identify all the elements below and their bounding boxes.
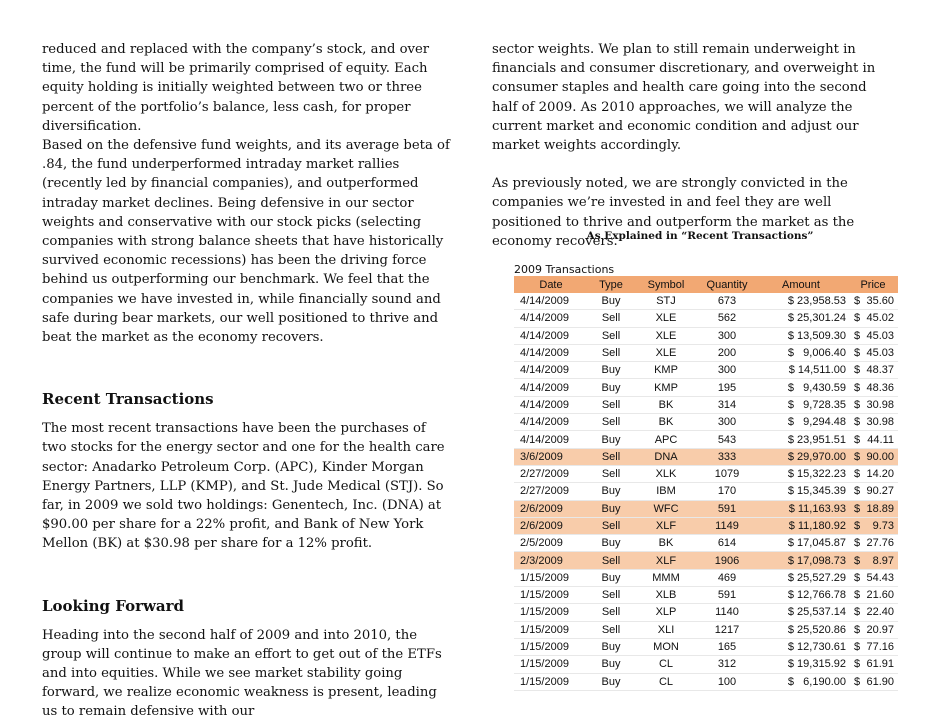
header-amount: Amount (756, 276, 848, 293)
cell-price (848, 552, 898, 569)
cell-type: Buy (588, 638, 634, 655)
price-currency: $ (854, 347, 861, 360)
table-row (514, 500, 898, 517)
cell-type: Sell (588, 396, 634, 413)
header-type: Type (588, 276, 634, 293)
price-value: 30.98 (866, 398, 894, 411)
cell-quantity: 200 (698, 344, 756, 361)
cell-symbol: APC (634, 431, 698, 448)
price-currency: $ (854, 606, 861, 619)
cell-type: Buy (588, 483, 634, 500)
price-value: 90.00 (866, 450, 894, 463)
cell-quantity: 562 (698, 310, 756, 327)
price-currency: $ (854, 571, 861, 584)
cell-quantity: 543 (698, 431, 756, 448)
cell-date: 2/6/2009 (514, 500, 588, 517)
table-header-row (514, 276, 898, 293)
cell-amount: $ 23,951.51 (756, 431, 848, 448)
cell-symbol: MMM (634, 569, 698, 586)
cell-symbol: BK (634, 414, 698, 431)
table-row (514, 379, 898, 396)
price-currency: $ (854, 554, 861, 567)
cell-quantity: 1149 (698, 517, 756, 534)
cell-price (848, 604, 898, 621)
cell-type: Buy (588, 379, 634, 396)
cell-amount: $ 9,294.48 (756, 414, 848, 431)
table-row (514, 344, 898, 361)
price-currency: $ (854, 416, 861, 429)
cell-amount: $ 19,315.92 (756, 656, 848, 673)
table-title: 2009 Transactions (514, 263, 615, 276)
cell-amount: $ 25,301.24 (756, 310, 848, 327)
cell-amount: $ 25,527.29 (756, 569, 848, 586)
cell-quantity: 165 (698, 638, 756, 655)
price-value: 48.36 (866, 381, 894, 394)
price-value: 30.98 (866, 416, 894, 429)
left-column (42, 40, 454, 722)
cell-symbol: BK (634, 535, 698, 552)
table-row (514, 448, 898, 465)
cell-type: Sell (588, 344, 634, 361)
cell-type: Sell (588, 621, 634, 638)
cell-date: 1/15/2009 (514, 569, 588, 586)
cell-date: 1/15/2009 (514, 587, 588, 604)
table-row (514, 310, 898, 327)
cell-type: Sell (588, 517, 634, 534)
cell-type: Buy (588, 293, 634, 310)
cell-date: 4/14/2009 (514, 327, 588, 344)
table-row (514, 552, 898, 569)
cell-price (848, 465, 898, 482)
cell-price (848, 569, 898, 586)
cell-date: 2/27/2009 (514, 483, 588, 500)
header-quantity: Quantity (698, 276, 756, 293)
table-row (514, 517, 898, 534)
cell-type: Buy (588, 569, 634, 586)
table-row (514, 465, 898, 482)
cell-date: 2/5/2009 (514, 535, 588, 552)
cell-date: 4/14/2009 (514, 431, 588, 448)
cell-price (848, 673, 898, 690)
cell-price (848, 448, 898, 465)
price-value: 77.16 (866, 641, 894, 654)
cell-date: 1/15/2009 (514, 638, 588, 655)
cell-amount: $ 11,163.93 (756, 500, 848, 517)
cell-symbol: STJ (634, 293, 698, 310)
cell-type: Sell (588, 552, 634, 569)
price-value: 14.20 (866, 468, 894, 481)
cell-date: 4/14/2009 (514, 310, 588, 327)
cell-quantity: 614 (698, 535, 756, 552)
cell-symbol: WFC (634, 500, 698, 517)
cell-amount: $ 29,970.00 (756, 448, 848, 465)
table-body (514, 293, 898, 690)
price-currency: $ (854, 381, 861, 394)
cell-amount: $ 9,006.40 (756, 344, 848, 361)
cell-amount: $ 23,958.53 (756, 293, 848, 310)
price-value: 44.11 (867, 433, 894, 446)
table-caption: As Explained in “Recent Transactions” (586, 230, 814, 242)
cell-amount: $ 9,728.35 (756, 396, 848, 413)
price-value: 22.40 (866, 606, 894, 619)
cell-quantity: 300 (698, 327, 756, 344)
price-currency: $ (854, 433, 861, 446)
cell-quantity: 312 (698, 656, 756, 673)
cell-symbol: XLP (634, 604, 698, 621)
cell-symbol: KMP (634, 362, 698, 379)
cell-amount: $ 15,322.23 (756, 465, 848, 482)
cell-symbol: XLI (634, 621, 698, 638)
cell-quantity: 1140 (698, 604, 756, 621)
cell-date: 2/27/2009 (514, 465, 588, 482)
price-currency: $ (854, 520, 861, 532)
table-row (514, 638, 898, 655)
table-row (514, 483, 898, 500)
price-currency: $ (854, 537, 861, 550)
price-value: 54.43 (866, 571, 894, 584)
cell-date: 4/14/2009 (514, 362, 588, 379)
cell-date: 4/14/2009 (514, 293, 588, 310)
cell-amount: $ 12,766.78 (756, 587, 848, 604)
cell-amount: $ 25,537.14 (756, 604, 848, 621)
cell-price (848, 431, 898, 448)
cell-amount: $ 17,045.87 (756, 535, 848, 552)
cell-amount: $ 11,180.92 (756, 517, 848, 534)
cell-date: 1/15/2009 (514, 621, 588, 638)
cell-date: 4/14/2009 (514, 414, 588, 431)
cell-price (848, 362, 898, 379)
cell-type: Buy (588, 500, 634, 517)
cell-date: 4/14/2009 (514, 379, 588, 396)
cell-quantity: 300 (698, 362, 756, 379)
table-row (514, 414, 898, 431)
cell-type: Buy (588, 535, 634, 552)
table-row (514, 535, 898, 552)
price-currency: $ (854, 329, 861, 342)
cell-quantity: 673 (698, 293, 756, 310)
cell-type: Sell (588, 414, 634, 431)
cell-symbol: DNA (634, 448, 698, 465)
cell-price (848, 656, 898, 673)
cell-date: 1/15/2009 (514, 673, 588, 690)
cell-price (848, 293, 898, 310)
cell-quantity: 170 (698, 483, 756, 500)
price-currency: $ (854, 623, 861, 636)
price-currency: $ (854, 312, 861, 325)
price-value: 9.73 (872, 520, 894, 532)
cell-type: Buy (588, 431, 634, 448)
cell-symbol: BK (634, 396, 698, 413)
cell-quantity: 100 (698, 673, 756, 690)
cell-price (848, 379, 898, 396)
cell-symbol: XLK (634, 465, 698, 482)
price-currency: $ (854, 502, 861, 515)
cell-symbol: MON (634, 638, 698, 655)
cell-quantity: 195 (698, 379, 756, 396)
price-value: 48.37 (866, 364, 894, 377)
price-currency: $ (854, 589, 861, 602)
cell-quantity: 1906 (698, 552, 756, 569)
price-value: 45.03 (866, 329, 894, 342)
price-value: 27.76 (866, 537, 894, 550)
price-currency: $ (854, 468, 861, 481)
cell-quantity: 591 (698, 500, 756, 517)
cell-type: Sell (588, 587, 634, 604)
table-row (514, 362, 898, 379)
cell-price (848, 587, 898, 604)
table-row (514, 587, 898, 604)
cell-symbol: CL (634, 673, 698, 690)
cell-quantity: 314 (698, 396, 756, 413)
price-value: 45.03 (866, 347, 894, 360)
cell-price (848, 483, 898, 500)
transactions-table (514, 276, 898, 691)
cell-date: 1/15/2009 (514, 656, 588, 673)
header-date: Date (514, 276, 588, 293)
cell-quantity: 300 (698, 414, 756, 431)
recent-transactions-heading: Recent Transactions (42, 390, 214, 409)
cell-amount: $ 14,511.00 (756, 362, 848, 379)
cell-price (848, 327, 898, 344)
cell-symbol: XLE (634, 327, 698, 344)
cell-amount: $ 12,730.61 (756, 638, 848, 655)
price-currency: $ (854, 641, 861, 654)
table-row (514, 656, 898, 673)
table-row (514, 604, 898, 621)
cell-amount: $ 6,190.00 (756, 673, 848, 690)
cell-symbol: IBM (634, 483, 698, 500)
cell-symbol: CL (634, 656, 698, 673)
looking-forward-heading: Looking Forward (42, 596, 185, 615)
recent-transactions-paragraph: The most recent transactions have been the purchases of two stocks for the energy sector and one for the health care sector: Anadarko Petroleum Corp. (APC), Kinder Morgan Energy Partners, LLP (KMP), and St. Jude Medical (STJ). So far, in 2009 we sold two holdings: Genentech, Inc. (DNA) at $90.00 per share for a 22% profit, and Bank of New York Mellon (BK) at $30.98 per share for a 12% profit. (42, 421, 445, 552)
cell-date: 1/15/2009 (514, 604, 588, 621)
cell-price (848, 638, 898, 655)
price-value: 45.02 (866, 312, 894, 325)
cell-amount: $ 9,430.59 (756, 379, 848, 396)
price-currency: $ (854, 398, 861, 411)
cell-date: 3/6/2009 (514, 448, 588, 465)
cell-price (848, 310, 898, 327)
table-row (514, 327, 898, 344)
cell-price (848, 344, 898, 361)
cell-symbol: XLB (634, 587, 698, 604)
cell-date: 2/3/2009 (514, 552, 588, 569)
header-symbol: Symbol (634, 276, 698, 293)
cell-price (848, 414, 898, 431)
cell-symbol: XLE (634, 310, 698, 327)
cell-type: Sell (588, 327, 634, 344)
price-currency: $ (854, 450, 861, 463)
table-row (514, 431, 898, 448)
price-value: 61.91 (866, 658, 894, 671)
cell-type: Buy (588, 673, 634, 690)
cell-amount: $ 13,509.30 (756, 327, 848, 344)
cell-quantity: 1217 (698, 621, 756, 638)
price-currency: $ (854, 364, 861, 377)
left-paragraph-1: reduced and replaced with the company’s stock, and over time, the fund will be primarily comprised of equity. Each equity holding is initially weighted between two or three percent of the portfolio’s balance, less cash, for proper diversification. (42, 42, 430, 134)
header-price: Price (848, 276, 898, 293)
price-value: 18.89 (866, 502, 894, 515)
cell-amount: $ 17,098.73 (756, 552, 848, 569)
price-currency: $ (854, 658, 861, 671)
price-value: 90.27 (866, 485, 894, 498)
cell-amount: $ 25,520.86 (756, 621, 848, 638)
price-value: 21.60 (866, 589, 894, 602)
cell-price (848, 621, 898, 638)
cell-type: Sell (588, 465, 634, 482)
table-row (514, 621, 898, 638)
cell-date: 4/14/2009 (514, 344, 588, 361)
cell-type: Sell (588, 310, 634, 327)
cell-symbol: KMP (634, 379, 698, 396)
cell-type: Sell (588, 604, 634, 621)
cell-symbol: XLE (634, 344, 698, 361)
table-row (514, 396, 898, 413)
table-row (514, 673, 898, 690)
price-currency: $ (854, 675, 861, 688)
cell-date: 2/6/2009 (514, 517, 588, 534)
looking-forward-paragraph: Heading into the second half of 2009 and into 2010, the group will continue to make an effort to get out of the ETFs and into equities. While we see market stability going forward, we realize economic weakness is present, leading us to remain defensive with our (42, 627, 442, 720)
right-paragraph-2: As previously noted, we are strongly convicted in the companies we’re invested in and feel they are well positioned to thrive and outperform the market as the economy recovers. (492, 176, 855, 249)
cell-amount: $ 15,345.39 (756, 483, 848, 500)
left-paragraph-2: Based on the defensive fund weights, and its average beta of .84, the fund underperformed intraday market rallies (recently led by financial companies), and outperformed intraday market declines. Being defensive in our sector weights and conservative with our stock picks (selecting companies with strong balance sheets that have historically survived economic recessions) has been the driving force behind us outperforming our benchmark. We feel that the companies we have invested in, while financially sound and safe during bear markets, our well positioned to thrive and beat the market as the economy recovers. (42, 138, 450, 346)
cell-quantity: 591 (698, 587, 756, 604)
cell-type: Buy (588, 362, 634, 379)
cell-price (848, 535, 898, 552)
cell-price (848, 500, 898, 517)
price-value: 35.60 (866, 295, 894, 308)
cell-quantity: 333 (698, 448, 756, 465)
price-value: 61.90 (866, 675, 894, 688)
cell-quantity: 1079 (698, 465, 756, 482)
right-column (492, 40, 894, 251)
cell-type: Buy (588, 656, 634, 673)
table-row (514, 293, 898, 310)
cell-symbol: XLF (634, 552, 698, 569)
price-currency: $ (854, 295, 861, 308)
cell-symbol: XLF (634, 517, 698, 534)
price-value: 20.97 (866, 623, 894, 636)
cell-quantity: 469 (698, 569, 756, 586)
cell-price (848, 517, 898, 534)
table-row (514, 569, 898, 586)
right-paragraph-1: sector weights. We plan to still remain underweight in financials and consumer discretionary, and overweight in consumer staples and health care going into the second half of 2009. As 2010 approaches, we will analyze the current market and economic condition and adjust our market weights accordingly. (492, 42, 876, 154)
price-currency: $ (854, 485, 861, 498)
price-value: 8.97 (872, 554, 894, 567)
cell-price (848, 396, 898, 413)
cell-type: Sell (588, 448, 634, 465)
cell-date: 4/14/2009 (514, 396, 588, 413)
